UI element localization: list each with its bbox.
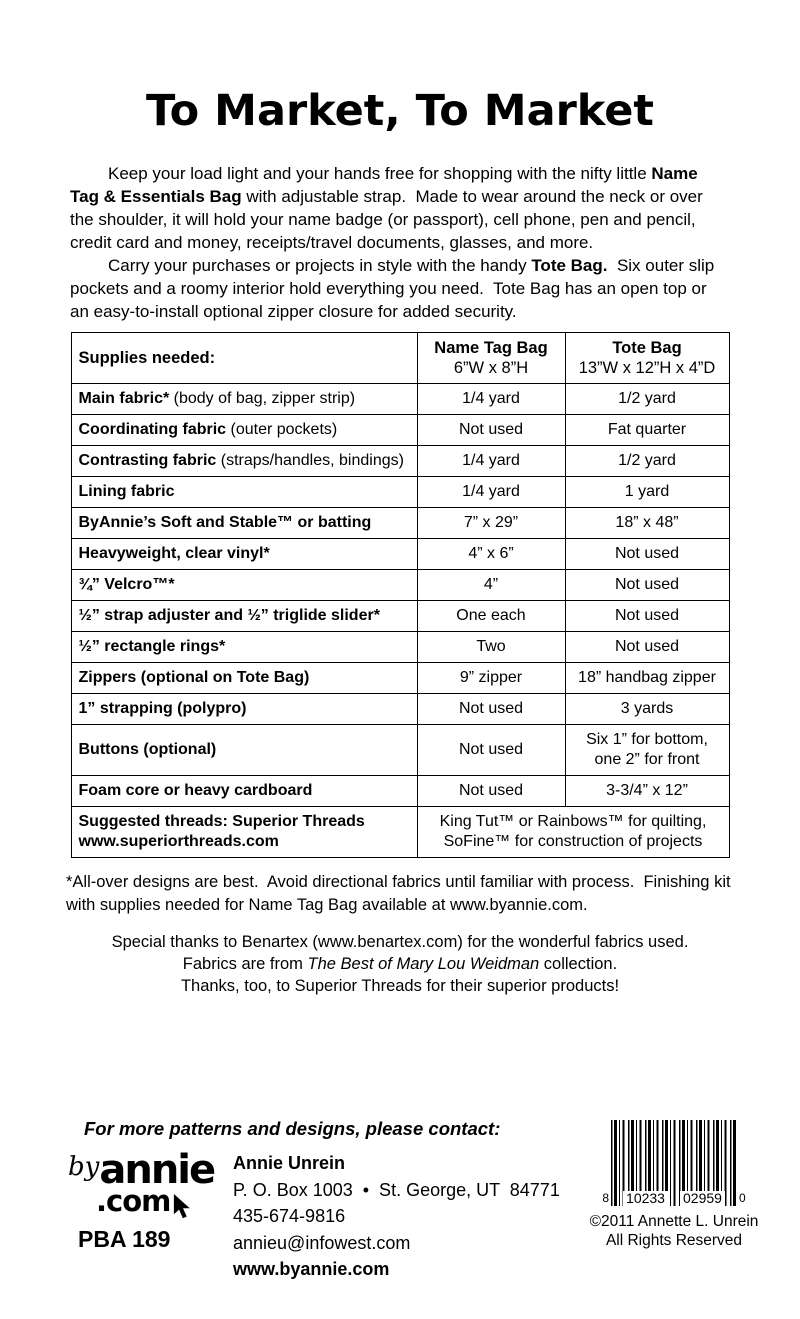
table-row-rectangle-rings bbox=[71, 632, 729, 663]
table-row-strapping bbox=[71, 694, 729, 725]
tote-value: 1/2 yard bbox=[565, 446, 729, 477]
supply-name: Suggested threads: Superior Threads bbox=[78, 813, 365, 830]
product-name-tote-bag: Tote Bag. bbox=[531, 256, 608, 275]
thanks-text: collection. bbox=[539, 955, 618, 973]
name-tag-value: 1/4 yard bbox=[417, 446, 565, 477]
collection-name: The Best of Mary Lou Weidman bbox=[307, 955, 540, 973]
paragraph-text: Keep your load light and your hands free for shopping with the nifty little bbox=[108, 164, 652, 183]
product-name-nametag-bag: Name Tag & Essentials Bag bbox=[70, 164, 703, 206]
column-title: Tote Bag bbox=[612, 339, 682, 357]
table-row-lining-fabric bbox=[71, 477, 729, 508]
name-tag-value: 7” x 29” bbox=[417, 508, 565, 539]
contact-header: For more patterns and designs, please contact: bbox=[84, 1118, 501, 1139]
column-title: Name Tag Bag bbox=[434, 339, 548, 357]
supply-name: ByAnnie’s Soft and Stable™ or batting bbox=[78, 514, 372, 531]
pattern-back-cover bbox=[0, 84, 800, 1319]
column-header-supplies: Supplies needed: bbox=[71, 333, 417, 384]
footnote: *All-over designs are best. Avoid directional fabrics until familiar with process. Finishing kit with supplies needed for Name Tag Bag available at www.byannie.com. bbox=[66, 873, 736, 914]
table-row-contrasting-fabric bbox=[71, 446, 729, 477]
tote-value: Not used bbox=[565, 539, 729, 570]
column-header-name-tag-bag bbox=[417, 333, 565, 384]
table-row-zippers bbox=[71, 663, 729, 694]
name-tag-value: Not used bbox=[417, 725, 565, 776]
name-tag-value: Not used bbox=[417, 415, 565, 446]
tote-value: 3 yards bbox=[565, 694, 729, 725]
supply-name: Coordinating fabric bbox=[78, 421, 227, 438]
supply-name: Contrasting fabric bbox=[78, 452, 217, 469]
contact-website: www.byannie.com bbox=[233, 1259, 390, 1279]
barcode-right-digit: 0 bbox=[739, 1191, 746, 1205]
thanks-line: Special thanks to Benartex (www.benartex.com) for the wonderful fabrics used. bbox=[111, 933, 689, 951]
threads-recommendation: King Tut™ or Rainbows™ for quilting, SoFine™ for construction of projects bbox=[417, 807, 729, 858]
paragraph-text: Carry your purchases or projects in style with the handy bbox=[108, 256, 532, 275]
barcode-section bbox=[588, 1120, 760, 1250]
thanks-text: Fabrics are from bbox=[182, 955, 308, 973]
table-header-row bbox=[71, 333, 729, 384]
name-tag-value: Not used bbox=[417, 776, 565, 807]
contact-block bbox=[233, 1150, 560, 1283]
footer bbox=[0, 1114, 800, 1314]
byannie-logo bbox=[68, 1147, 228, 1225]
thanks-line: Thanks, too, to Superior Threads for their superior products! bbox=[180, 977, 620, 995]
barcode-left-digit: 8 bbox=[602, 1191, 609, 1205]
supply-detail: (straps/handles, bindings) bbox=[216, 452, 404, 469]
tote-value: 18” handbag zipper bbox=[565, 663, 729, 694]
page-title: To Market, To Market bbox=[146, 86, 654, 136]
supply-detail: (outer pockets) bbox=[226, 421, 338, 438]
supply-name: 1” strapping (polypro) bbox=[78, 700, 247, 717]
contact-phone: 435-674-9816 bbox=[233, 1206, 346, 1226]
column-dimensions: 6”W x 8”H bbox=[453, 359, 529, 377]
supply-name: ½” rectangle rings* bbox=[78, 638, 226, 655]
table-row-soft-and-stable bbox=[71, 508, 729, 539]
tote-value: 3-3/4” x 12” bbox=[565, 776, 729, 807]
upc-barcode bbox=[588, 1120, 760, 1206]
paragraph-text: Six outer slip pockets and a roomy interior hold everything you need. Tote Bag has an open top or an easy-to-install optional zipper closure for added security. bbox=[70, 256, 719, 321]
table-row-strap-adjuster bbox=[71, 601, 729, 632]
supply-name: ½” strap adjuster and ½” triglide slider* bbox=[78, 607, 380, 624]
logo-com-text: .com bbox=[96, 1184, 171, 1218]
tote-value: 1/2 yard bbox=[565, 384, 729, 415]
contact-address: P. O. Box 1003 • St. George, UT 84771 bbox=[233, 1179, 560, 1200]
logo-by-text: by bbox=[68, 1152, 100, 1182]
column-dimensions: 13”W x 12”H x 4”D bbox=[578, 359, 716, 377]
supplier-website: www.superiorthreads.com bbox=[78, 833, 279, 850]
table-row-suggested-threads bbox=[71, 807, 729, 858]
name-tag-value: Not used bbox=[417, 694, 565, 725]
table-row-foam-core bbox=[71, 776, 729, 807]
pattern-number: PBA 189 bbox=[78, 1226, 171, 1252]
tote-value: Fat quarter bbox=[565, 415, 729, 446]
barcode-digits-group1: 10233 bbox=[623, 1191, 668, 1206]
supply-name: Heavyweight, clear vinyl* bbox=[78, 545, 270, 562]
name-tag-value: 9” zipper bbox=[417, 663, 565, 694]
supply-detail: (body of bag, zipper strip) bbox=[169, 390, 356, 407]
supply-name: Zippers (optional on Tote Bag) bbox=[78, 669, 310, 686]
supply-name: Lining fabric bbox=[78, 483, 175, 500]
logo-annie-text: annie bbox=[99, 1147, 215, 1193]
name-tag-value: 4” x 6” bbox=[417, 539, 565, 570]
tote-value: 18” x 48” bbox=[565, 508, 729, 539]
thanks-line bbox=[0, 953, 800, 975]
table-row-coordinating-fabric bbox=[71, 415, 729, 446]
paragraph-text: with adjustable strap. Made to wear around the neck or over the shoulder, it will hold your name badge (or passport), cell phone, pen and pencil, credit card and money, receipts/travel documents, glasses, and more. bbox=[70, 187, 708, 252]
tote-value: Not used bbox=[565, 601, 729, 632]
table-row-velcro bbox=[71, 570, 729, 601]
supply-name: Buttons (optional) bbox=[78, 741, 217, 758]
tote-value: 1 yard bbox=[565, 477, 729, 508]
name-tag-value: Two bbox=[417, 632, 565, 663]
supply-name: ¾” Velcro™* bbox=[78, 576, 175, 593]
name-tag-value: 1/4 yard bbox=[417, 477, 565, 508]
intro-paragraph-1 bbox=[70, 162, 730, 254]
barcode-digits-group2: 02959 bbox=[680, 1191, 725, 1206]
contact-email: annieu@infowest.com bbox=[233, 1232, 411, 1253]
tote-value: Six 1” for bottom, one 2” for front bbox=[565, 725, 729, 776]
copyright-notice bbox=[588, 1212, 760, 1250]
name-tag-value: One each bbox=[417, 601, 565, 632]
name-tag-value: 1/4 yard bbox=[417, 384, 565, 415]
contact-name: Annie Unrein bbox=[233, 1153, 346, 1173]
column-header-tote-bag bbox=[565, 333, 729, 384]
supply-name: Main fabric* bbox=[78, 390, 170, 407]
supply-name: Foam core or heavy cardboard bbox=[78, 782, 313, 799]
name-tag-value: 4” bbox=[417, 570, 565, 601]
supplies-table bbox=[71, 332, 730, 858]
copyright-line: ©2011 Annette L. Unrein bbox=[589, 1213, 759, 1230]
intro-section bbox=[70, 162, 730, 323]
mouse-cursor-icon bbox=[172, 1194, 196, 1225]
acknowledgements bbox=[0, 931, 800, 997]
table-row-buttons bbox=[71, 725, 729, 776]
table-row-clear-vinyl bbox=[71, 539, 729, 570]
intro-paragraph-2 bbox=[70, 254, 730, 323]
tote-value: Not used bbox=[565, 632, 729, 663]
table-row-main-fabric bbox=[71, 384, 729, 415]
copyright-line: All Rights Reserved bbox=[605, 1232, 743, 1249]
tote-value: Not used bbox=[565, 570, 729, 601]
